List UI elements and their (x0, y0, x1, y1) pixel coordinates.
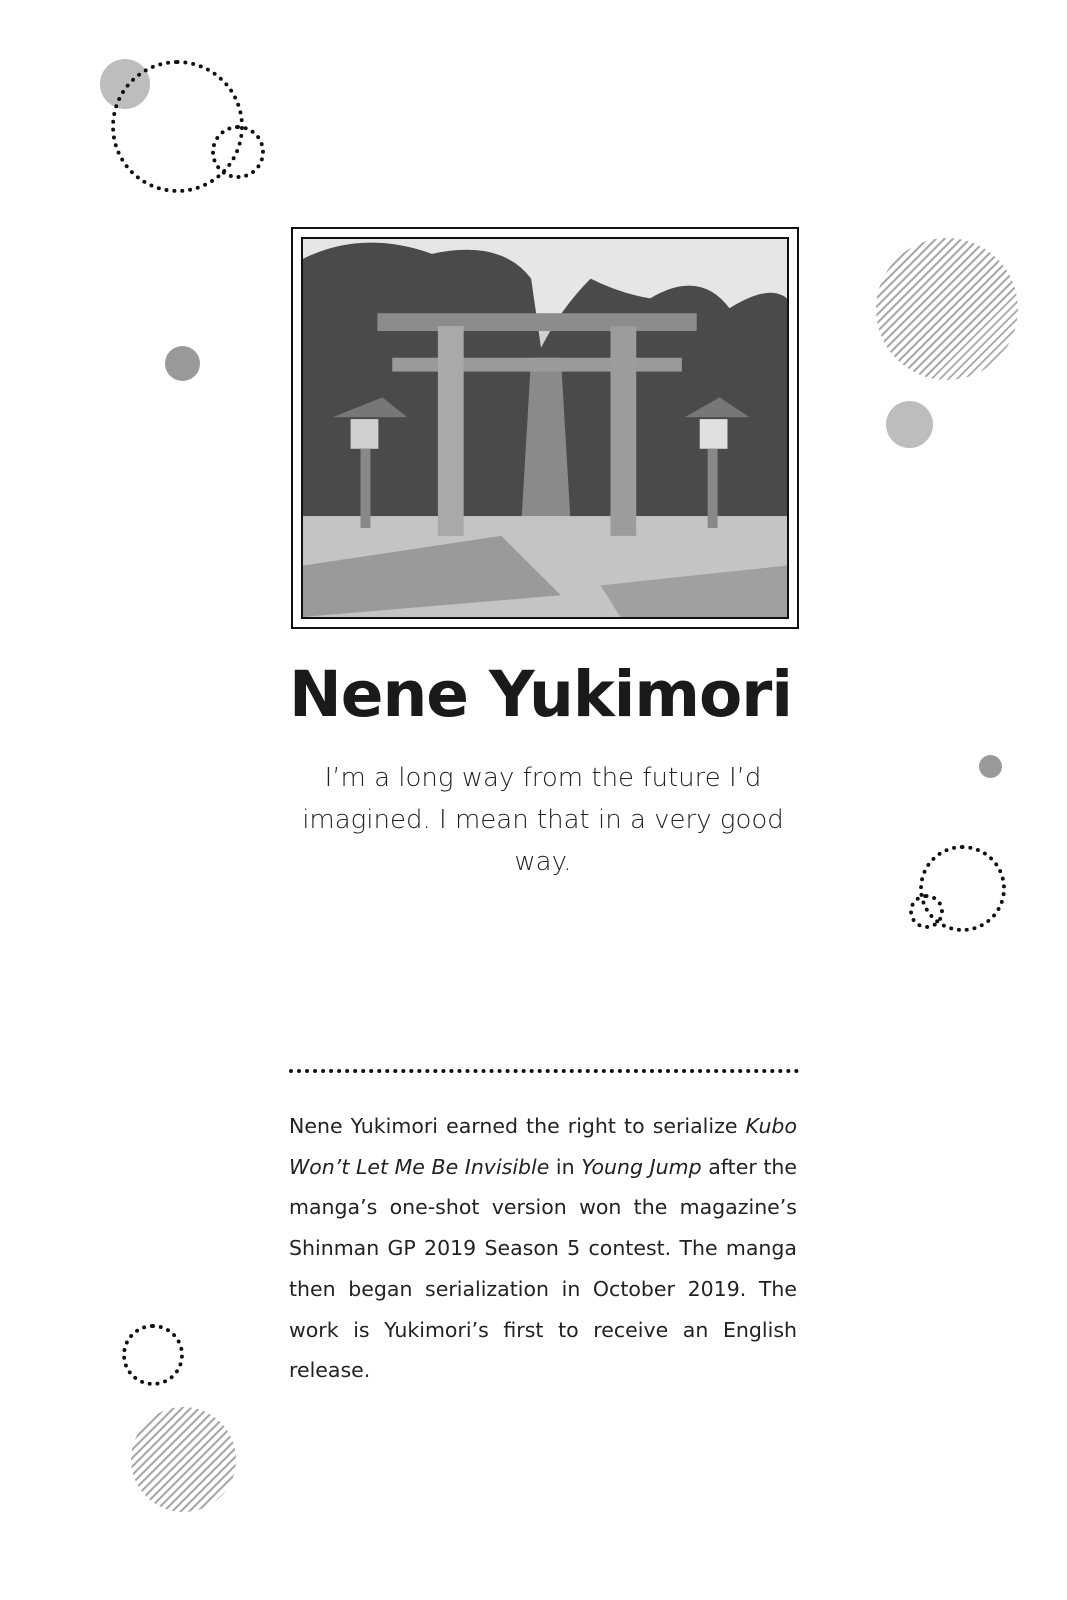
author-quote (282, 757, 804, 883)
dotted-divider (289, 1069, 799, 1073)
bio-text: Nene Yukimori earned the right to serialize (289, 1114, 746, 1138)
bio-magazine-italic: Young Jump (581, 1154, 702, 1179)
gray-dot-decoration (165, 346, 200, 381)
author-name: Nene Yukimori (289, 658, 792, 731)
dotted-ring-small-decoration (909, 894, 944, 929)
hatched-circle-decoration (876, 238, 1018, 380)
gray-dot-decoration (979, 755, 1002, 778)
author-bio (289, 1106, 797, 1391)
dotted-ring-decoration (122, 1324, 184, 1386)
hatched-circle-decoration (131, 1407, 236, 1512)
torii-gate-photo-illustration (303, 239, 787, 617)
author-photo-frame (291, 227, 799, 629)
bio-text: after the manga’s one-shot version won the magazine’s Shinman GP 2019 Season 5 contest. The manga then began serialization in October 2019. The work is Yukimori’s first to receive an English release. (289, 1154, 797, 1383)
author-photo (301, 237, 789, 619)
gray-dot-decoration (886, 401, 933, 448)
quote-line: imagined. I mean that in a very good way. (302, 805, 784, 877)
quote-line: I’m a long way from the future I’d (324, 763, 762, 793)
bio-title-italic: Kubo Won’t Let Me Be Invisible (289, 1114, 797, 1179)
dotted-ring-small-decoration (211, 125, 265, 179)
bio-text: in (549, 1154, 582, 1179)
